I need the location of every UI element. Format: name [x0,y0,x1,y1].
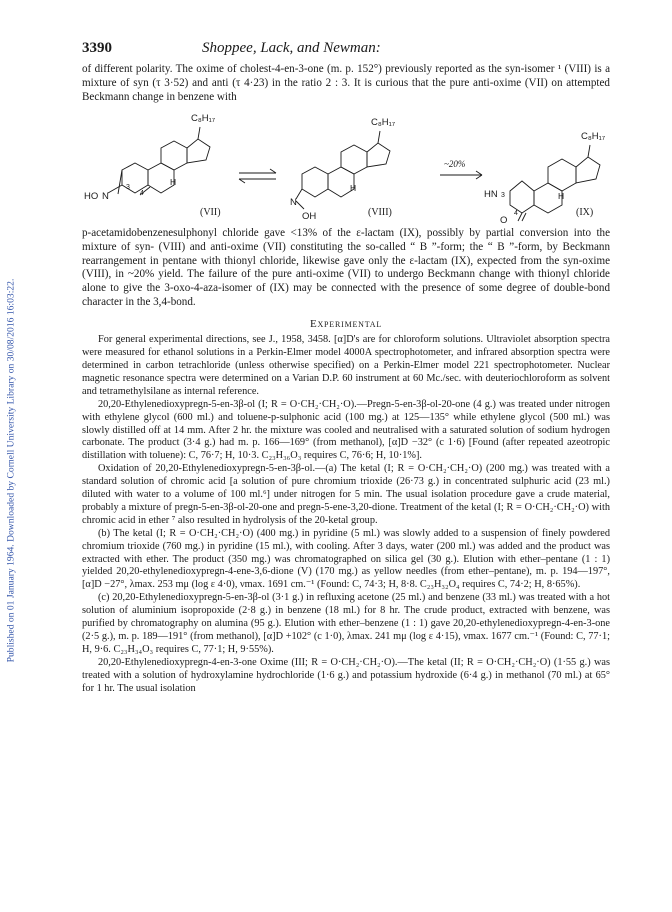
running-title: Shoppee, Lack, and Newman: [202,40,381,56]
provenance-sidebar [3,60,19,880]
atom-oh: OH [302,210,317,222]
provenance-note: Published on 01 January 1964. Downloaded by Cornell University Library on 30/08/2016 16:03:22. [5,278,17,662]
equilibrium-arrow [239,169,276,183]
atom-num-4-ix: 4 [514,209,518,217]
atom-o: O [500,214,508,225]
yield-label: ~20% [444,158,466,169]
side-chain-ix: C₈H₁₇ [581,130,606,142]
atom-h-ix: H [558,190,565,201]
intro-line-1: of different polarity. The oxime of cholest-4-en-3-one (m. p. 152°) previously reported [82,63,473,75]
experimental-section [82,334,610,695]
exp-paragraph-oxidation-b: (b) The ketal (I; R = O·CH₂·CH₂·O) (400 mg.) in pyridine (5 ml.) was slowly added to a suspension of finely powdered chromium trioxide (760 mg.) in pyridine (15 ml.), with cooling. After 3 days, water (200 ml.) was added and the product was extracted with ether. The product (350 mg.) was chromatographed on silica gel (30 g.). Elution with ether–pentane (1 : 1) yielded 20,20-ethylenedioxypregn-4-ene-3,6-dione (V) (170 mg.) as yellow needles (from ether–pentane), m. p. 194—197°, [α]D −27°, λmax. 253 mμ (log ε 4·0), νmax. 1691 cm.⁻¹ (Found: C, 74·3; H, 8·8. C₂₃H₃₂O₄ requires C, 74·2; H, 8·65%). [82,527,610,591]
intro-paragraph [82,63,610,105]
intro-line-2: as the syn-isomer ¹ (VIII) is a mixture of syn (τ 3·52) and anti (τ 4·23) in the ratio 2 : 3. [82,63,610,89]
reaction-scheme [82,109,610,225]
section-heading: Experimental [309,318,383,331]
structure-figure [82,109,610,225]
label-viii: (VIII) [368,206,392,218]
atom-h-viii: H [350,182,357,193]
page-number: 3390 [82,40,112,56]
paper-page [82,40,610,696]
label-vii: (VII) [200,206,221,218]
atom-hn: HN [484,188,498,200]
side-chain-viii: C₈H₁₇ [371,116,396,128]
intro-line-3: It is curious that the pure anti-oxime (VII) on attempted Beckmann change in benzene with [82,76,610,103]
page-header [82,40,610,57]
exp-paragraph-general: For general experimental directions, see J., 1958, 3458. [α]D's are for chloroform solutions. Ultraviolet absorption spectra were measured for ethanol solutions in a Perkin-Elmer model 4000A spectrophotometer, and infrared absorption spectra were determined in carbon tetrachloride (unless otherwise specified) on a Perkin-Elmer model 221 spectrophotometer. Nuclear magnetic resonance spectra were determined on a Varian D.P. 60 instrument at 60 Mc./sec. with deuteriochloroform as solvent and tetramethylsilane as internal reference. [82,334,610,397]
atom-num-4: 4 [140,189,144,197]
reaction-arrow [440,171,482,179]
exp-paragraph-oxidation-c: (c) 20,20-Ethylenedioxypregn-5-en-3β-ol (3·1 g.) in refluxing acetone (25 ml.) and benzene (33 ml.) was treated with a hot solution of aluminium isopropoxide (2·8 g.) in benzene (18 ml.) for 8 hr. The crude product, extracted with benzene, was purified by chromatography on alumina (95 g.). Elution with ether–benzene (1 : 1) gave 20,20-ethylenedioxypregn-4-en-3-one (2·5 g.), m. p. 189—191° (from methanol), [α]D +102° (c 1·0), λmax. 241 mμ (log ε 4·15), νmax. 1677 cm.⁻¹ (Found: C, 77·1; H, 9·6. C₂₃H₃₄O₃ requires C, 77·1; H, 9·55%). [82,592,610,655]
atom-n-viii: N [290,196,297,208]
discussion-paragraph: p-acetamidobenzenesulphonyl chloride gave <13% of the ε-lactam (IX), possibly by partial conversion into the mixture of syn- (VIII) and anti-oxime (VII) constituting the so-called “ B ”-form; the “ B ”-form, by Beckmann rearrangement in pentane with thionyl chloride, likewise gave only the ε-lactam (IX), expected from the syn-oxime (VIII), in ~20% yield. The failure of the pure anti-oxime (VII) to undergo Beckmann change with thionyl chloride alone to give the 3-oxo-4-aza-isomer of (IX) may be connected with the presence of some degree of double-bond character in the 3,4-bond. [82,226,610,309]
side-chain-vii: C₈H₁₇ [191,112,216,124]
exp-paragraph-oxidation-a: Oxidation of 20,20-Ethylenedioxypregn-5-en-3β-ol.—(a) The ketal (I; R = O·CH₂·CH₂·O) (200 mg.) was treated with a standard solution of chromic acid [a solution of pure chromium trioxide (26·73 g.) in concentrated sulphuric acid (23 ml.) diluted with water to a volume of 100 ml.⁶] under nitrogen for 5 min. The usual isolation procedure gave a crude material, probably a mixture of pregn-5-en-3β-ol-20-one and pregn-5-ene-3,20-dione. Treatment of the ketal (I; R = O·CH₂·CH₂·O) with chromic acid in ether ⁷ also resulted in hydrolysis of the 20-ketal group. [82,463,610,526]
atom-n-vii: N [102,190,109,202]
exp-paragraph-oxime: 20,20-Ethylenedioxypregn-4-en-3-one Oxime (III; R = O·CH₂·CH₂·O).—The ketal (II; R = O·CH₂·CH₂·O) (1·55 g.) was treated with a solution of hydroxylamine hydrochloride (1·6 g.) and potassium hydroxide (6·4 g.) in methanol (70 ml.) at 65° for 1 hr. The usual isolation [82,656,610,694]
exp-paragraph-ketal: 20,20-Ethylenedioxypregn-5-en-3β-ol (I; R = O·CH₂·CH₂·O).—Pregn-5-en-3β-ol-20-one (4 g.) was treated under nitrogen with ethylene glycol (600 ml.) and toluene-p-sulphonic acid (100 mg.) at 125—135° while ethylene glycol (500 ml.) was slowly distilled off at 14 mm. After 2 hr. the mixture was cooled and neutralised with a saturated solution of sodium hydrogen carbonate. The product (3·4 g.) had m. p. 166—169° (from methanol), [α]D −32° (c 1·6) [Found (after repeated azeotropic distillation with toluene): C, 76·7; H, 10·3. C₂₃H₃₆O₃ requires C, 76·6; H, 10·1%]. [82,398,610,462]
atom-num-3: 3 [126,183,130,191]
atom-ho: HO [84,190,99,202]
atom-num-3-ix: 3 [501,191,505,199]
structure-viii [296,131,390,209]
atom-h-vii: H [170,176,177,187]
label-ix: (IX) [576,206,594,218]
structure-vii [108,127,210,195]
